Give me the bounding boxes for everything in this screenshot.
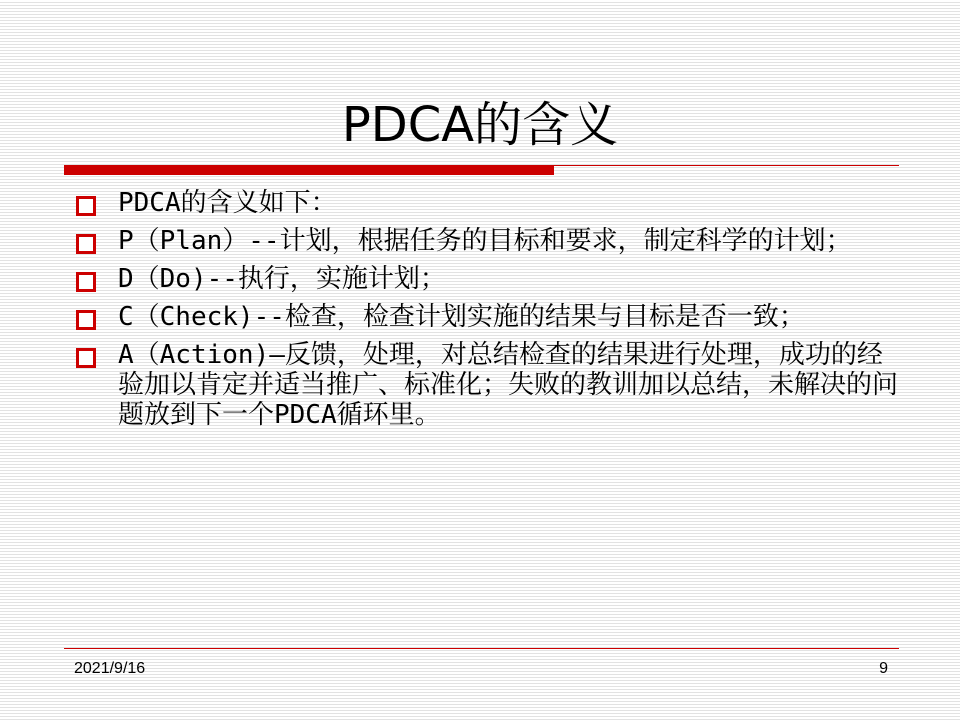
bullet-list (72, 188, 902, 438)
bullet-text: A（Action)—反馈，处理，对总结检查的结果进行处理，成功的经验加以肯定并适当推广、标准化；失败的教训加以总结，未解决的问题放到下一个PDCA循环里。 (118, 340, 899, 430)
bullet-item (72, 264, 902, 294)
page-number: 9 (879, 660, 888, 677)
footer-divider (64, 648, 899, 649)
bullet-text: C（Check)--检查，检查计划实施的结果与目标是否一致； (118, 302, 805, 332)
bullet-item (72, 340, 902, 430)
square-bullet-icon (76, 348, 96, 368)
bullet-item (72, 302, 902, 332)
bullet-text: PDCA的含义如下： (118, 188, 337, 218)
bullet-item (72, 188, 902, 218)
square-bullet-icon (76, 272, 96, 292)
square-bullet-icon (76, 310, 96, 330)
slide-title: PDCA的含义 (341, 97, 619, 153)
square-bullet-icon (76, 234, 96, 254)
square-bullet-icon (76, 196, 96, 216)
bullet-item (72, 226, 902, 256)
title-underline-thick (64, 165, 554, 175)
bullet-text: D（Do)--执行，实施计划； (118, 264, 446, 294)
title-underline-thin (554, 165, 899, 166)
footer-date: 2021/9/16 (74, 660, 146, 677)
bullet-text: P（Plan）--计划，根据任务的目标和要求，制定科学的计划； (118, 226, 852, 256)
